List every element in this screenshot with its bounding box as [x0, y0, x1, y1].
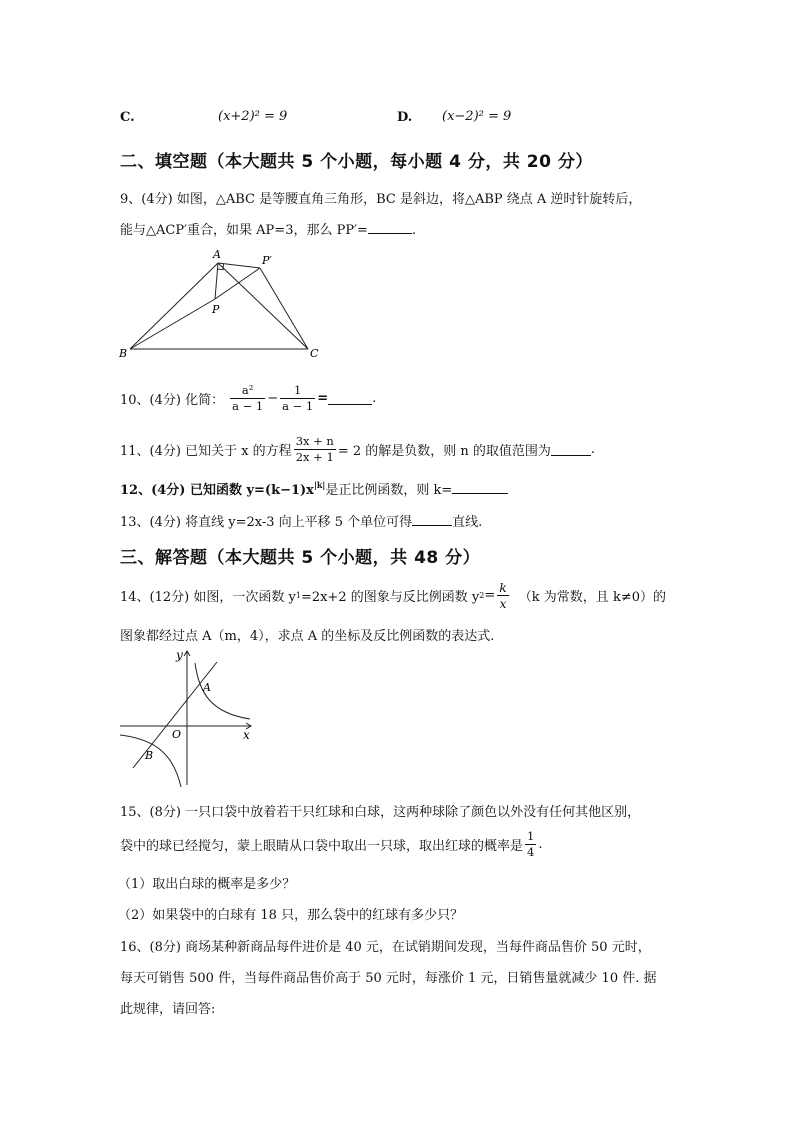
q12-middle: 是正比例函数，则 k= — [325, 483, 453, 498]
q10-prefix: 10、(4分) 化简： — [120, 392, 225, 408]
q15-fraction-denominator: 4 — [527, 844, 535, 859]
q16-line3: 此规律，请回答: — [120, 1002, 216, 1017]
q14-fraction-denominator: x — [499, 595, 507, 611]
section-solution-title: 三、解答题（本大题共 5 个小题，共 48 分） — [120, 548, 481, 568]
graph-label-b: B — [145, 749, 154, 762]
q9-line2 — [120, 219, 416, 238]
q11 — [120, 431, 595, 467]
section-fill-in-title: 二、填空题（本大题共 5 个小题，每小题 4 分，共 20 分） — [120, 152, 593, 172]
option-d-expression: (x−2)² = 9 — [442, 109, 512, 124]
label-p: P — [212, 303, 220, 316]
q13 — [120, 511, 482, 530]
q14-line2: 图象都经过点 A（m，4），求点 A 的坐标及反比例函数的表达式. — [120, 629, 495, 644]
q15-line2-text: 袋中的球已经搅匀，蒙上眼睛从口袋中取出一只球，取出红球的概率是 — [120, 838, 524, 854]
q10-end: . — [372, 390, 377, 406]
q9-answer-blank — [368, 221, 412, 234]
q11-prefix: 11、(4分) 已知关于 x 的方程 — [120, 443, 292, 459]
option-c-letter: C. — [120, 110, 135, 125]
edge-cp2 — [260, 268, 308, 349]
q10-fraction-1-numerator: a² — [241, 382, 254, 397]
q10-fraction-2-denominator: a − 1 — [282, 398, 314, 413]
graph-label-y: y — [176, 648, 183, 662]
label-c: C — [310, 347, 319, 360]
label-p-prime: P′ — [262, 254, 272, 267]
q10-fraction-1-denominator: a − 1 — [232, 398, 264, 413]
q13-prefix: 13、(4分) 将直线 y=2x-3 向上平移 5 个单位可得 — [120, 515, 413, 530]
q13-end: 直线. — [452, 515, 483, 530]
q11-fraction-denominator: 2x + 1 — [295, 449, 334, 464]
q14-sub-1: 1 — [295, 590, 301, 600]
graph-label-x: x — [243, 728, 250, 742]
q16-line2: 每天可销售 500 件，当每件商品售价高于 50 元时，每涨价 1 元，日销售量就减少 10 件. 据 — [120, 971, 657, 986]
q9-line1: 9、(4分) 如图，△ABC 是等腰直角三角形，BC 是斜边，将△ABP 绕点 A 逆时针旋转后， — [120, 192, 642, 207]
q9-triangle-figure — [110, 245, 340, 365]
edge-pp2 — [215, 268, 260, 299]
q10-answer-blank — [328, 392, 372, 405]
label-a: A — [213, 248, 221, 261]
option-c-expression: (x+2)² = 9 — [218, 109, 288, 124]
q11-fraction-numerator: 3x + n — [295, 433, 334, 448]
q10-minus: − — [267, 390, 279, 406]
q12-exponent: |k| — [313, 480, 326, 490]
q10-equals: = — [317, 390, 329, 406]
q15-sub-question-1: （1）取出白球的概率是多少？ — [118, 877, 296, 892]
q14-fraction — [497, 580, 509, 611]
q15-sub-question-2: （2）如果袋中的白球有 18 只，那么袋中的红球有多少只？ — [118, 908, 464, 923]
edge-ap — [215, 263, 218, 299]
option-d-letter: D. — [397, 110, 413, 125]
q14-function-graph — [115, 645, 260, 790]
q11-middle: = 2 的解是负数，则 n 的取值范围为 — [337, 443, 551, 459]
label-b: B — [119, 347, 128, 360]
q9-line2-text: 能与△ACP′重合，如果 AP=3，那么 PP′= — [120, 223, 368, 238]
q9-line2-end: . — [411, 223, 417, 238]
q15-line2 — [120, 824, 542, 864]
q14-line1-c: = — [484, 587, 496, 603]
q10 — [120, 378, 376, 418]
q15-line1: 15、(8分) 一只口袋中放着若干只红球和白球，这两种球除了颜色以外没有任何其他区别， — [120, 805, 641, 820]
q15-fraction-numerator: 1 — [527, 828, 535, 843]
q12-prefix: 12、(4分) 已知函数 y=(k−1)x — [120, 483, 314, 498]
q15-fraction — [525, 829, 536, 860]
q14-sub-2: 2 — [479, 590, 485, 600]
graph-label-a: A — [203, 681, 211, 694]
q11-end: . — [590, 441, 596, 457]
edge-ac — [218, 263, 308, 349]
q13-answer-blank — [412, 513, 452, 526]
graph-label-origin: O — [172, 728, 182, 741]
edge-bp — [130, 299, 215, 349]
q12-answer-blank — [452, 481, 508, 494]
q10-fraction-2 — [280, 383, 315, 414]
q10-fraction-1 — [230, 383, 265, 414]
edge-ba — [130, 263, 218, 349]
q14-fraction-numerator: k — [499, 579, 507, 595]
q16-line1: 16、(8分) 商场某种新商品每件进价是 40 元，在试销期间发现，当每件商品售价 50 元时， — [120, 940, 651, 955]
q10-fraction-2-numerator: 1 — [294, 382, 302, 397]
q15-end: . — [538, 836, 543, 852]
q11-fraction — [294, 434, 336, 465]
q14-line1-b: =2x+2 的图象与反比例函数 y — [300, 589, 480, 605]
q11-answer-blank — [551, 443, 591, 456]
q12 — [120, 479, 508, 498]
q14-line1 — [120, 575, 666, 615]
edge-ap2 — [218, 263, 260, 268]
q14-line1-d: （k 为常数，且 k≠0）的 — [518, 589, 666, 605]
q14-line1-a: 14、(12分) 如图，一次函数 y — [120, 589, 296, 605]
